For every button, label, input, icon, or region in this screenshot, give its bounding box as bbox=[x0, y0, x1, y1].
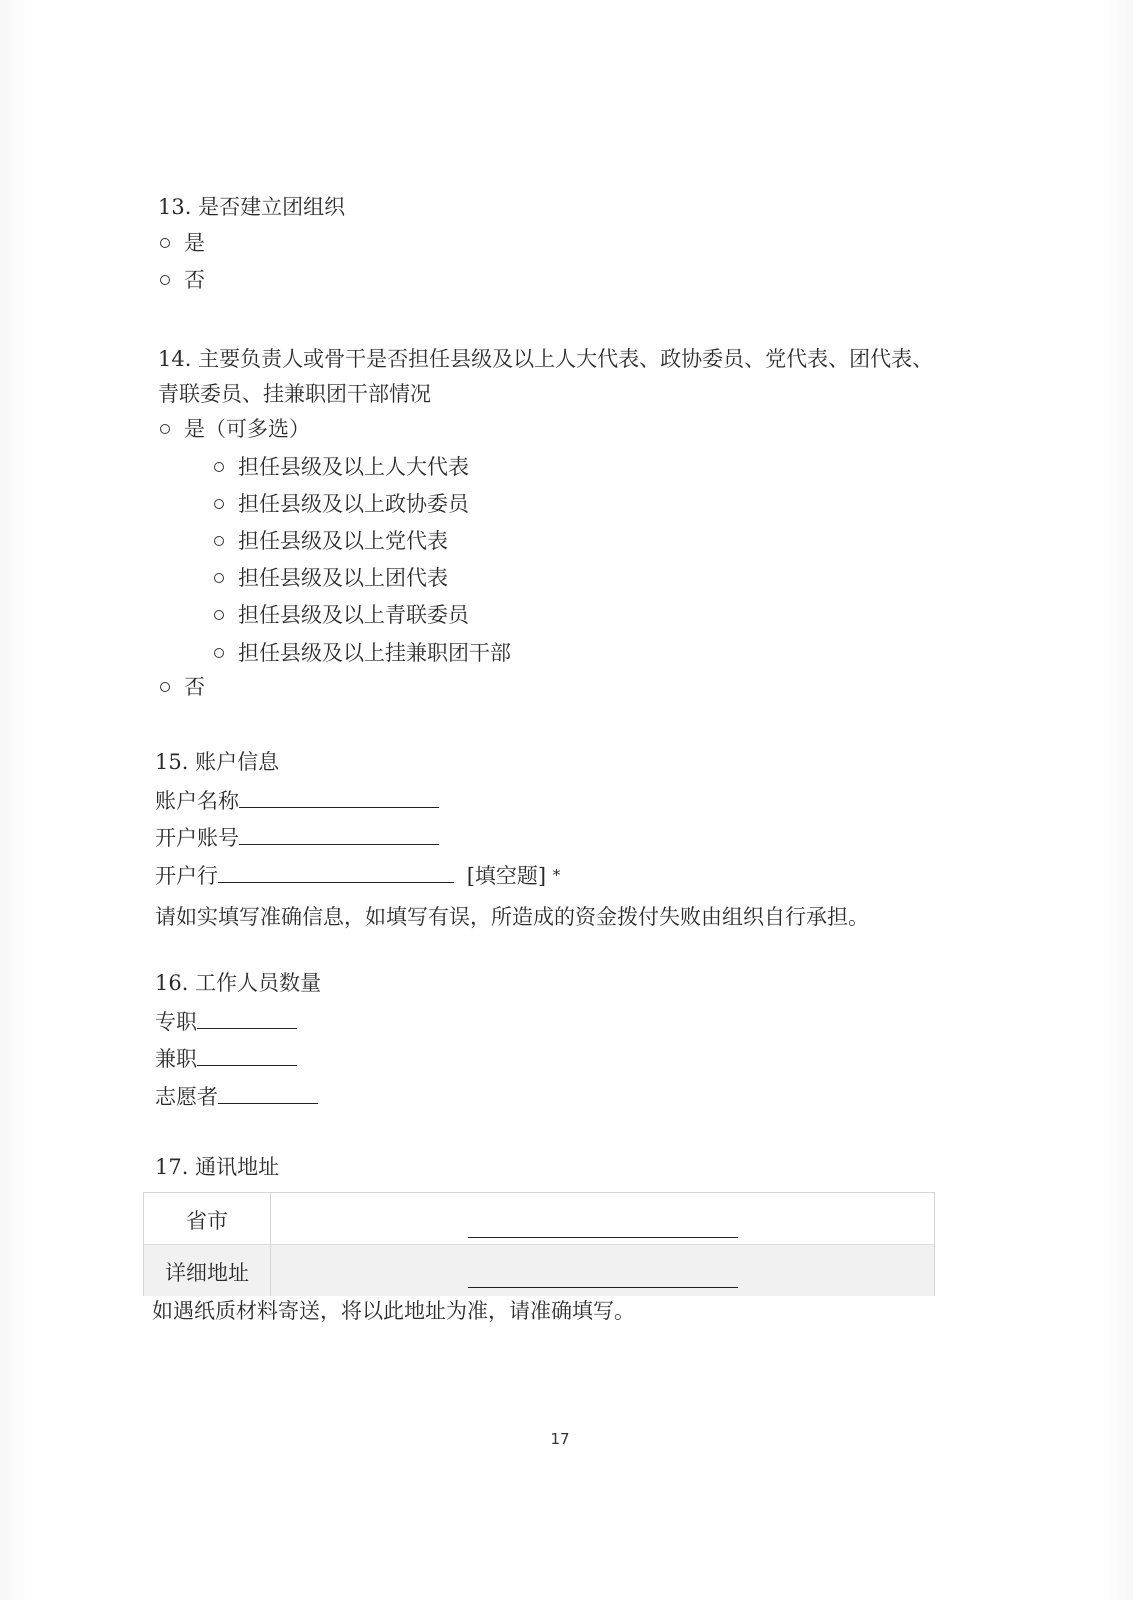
radio-circle-icon bbox=[160, 424, 170, 434]
detail-address-label: 详细地址 bbox=[144, 1245, 271, 1296]
address-row-detail bbox=[144, 1244, 934, 1296]
radio-circle-icon bbox=[160, 275, 170, 285]
radio-circle-icon bbox=[214, 499, 224, 509]
q14-sub-option-label: 担任县级及以上团代表 bbox=[238, 566, 448, 590]
q14-sub-option-cppcc[interactable] bbox=[214, 490, 469, 518]
field-type-tag: [填空题] bbox=[466, 864, 547, 888]
radio-circle-icon bbox=[214, 573, 224, 583]
volunteer-label: 志愿者 bbox=[155, 1085, 218, 1109]
bank-input[interactable] bbox=[218, 860, 454, 883]
page-number: 17 bbox=[550, 1430, 570, 1448]
radio-circle-icon bbox=[214, 536, 224, 546]
q15-note: 请如实填写准确信息，如填写有误，所造成的资金拨付失败由组织自行承担。 bbox=[155, 905, 869, 929]
account-name-input[interactable] bbox=[239, 785, 439, 808]
account-number-input[interactable] bbox=[239, 822, 439, 845]
parttime-row bbox=[155, 1043, 297, 1073]
q14-sub-option-label: 担任县级及以上党代表 bbox=[238, 529, 448, 553]
parttime-input[interactable] bbox=[197, 1043, 297, 1066]
q13-option-no[interactable] bbox=[160, 266, 205, 294]
q14-sub-option-league[interactable] bbox=[214, 564, 448, 592]
fulltime-label: 专职 bbox=[155, 1010, 197, 1034]
radio-circle-icon bbox=[214, 610, 224, 620]
account-number-row bbox=[155, 822, 439, 852]
required-mark: * bbox=[552, 866, 561, 884]
q14-sub-option-label: 担任县级及以上政协委员 bbox=[238, 492, 469, 516]
q14-sub-option-label: 担任县级及以上青联委员 bbox=[238, 603, 469, 627]
q17-title: 17. 通讯地址 bbox=[155, 1155, 280, 1179]
q14-sub-option-cadre[interactable] bbox=[214, 639, 511, 667]
account-name-label: 账户名称 bbox=[155, 789, 239, 813]
q14-option-yes[interactable] bbox=[160, 415, 310, 443]
fulltime-input[interactable] bbox=[197, 1006, 297, 1029]
address-table bbox=[143, 1192, 935, 1296]
q13-option-yes[interactable] bbox=[160, 229, 205, 257]
q14-sub-option-label: 担任县级及以上人大代表 bbox=[238, 455, 469, 479]
q14-sub-option-label: 担任县级及以上挂兼职团干部 bbox=[238, 641, 511, 665]
q14-sub-option-youth-federation[interactable] bbox=[214, 601, 469, 629]
account-name-row bbox=[155, 785, 439, 815]
q17-note: 如遇纸质材料寄送，将以此地址为准，请准确填写。 bbox=[152, 1299, 635, 1323]
province-city-label: 省市 bbox=[144, 1193, 271, 1244]
volunteer-input[interactable] bbox=[218, 1081, 318, 1104]
q15-title: 15. 账户信息 bbox=[155, 750, 280, 774]
province-city-input[interactable] bbox=[468, 1237, 738, 1238]
q14-option-yes-label: 是（可多选） bbox=[184, 417, 310, 441]
radio-circle-icon bbox=[160, 682, 170, 692]
address-row-province bbox=[144, 1193, 934, 1244]
bank-row bbox=[155, 860, 560, 892]
q14-title-line2: 青联委员、挂兼职团干部情况 bbox=[158, 382, 431, 406]
q13-option-yes-label: 是 bbox=[184, 231, 205, 255]
parttime-label: 兼职 bbox=[155, 1047, 197, 1071]
bank-label: 开户行 bbox=[155, 864, 218, 888]
fulltime-row bbox=[155, 1006, 297, 1036]
volunteer-row bbox=[155, 1081, 318, 1111]
radio-circle-icon bbox=[214, 462, 224, 472]
q13-title: 13. 是否建立团组织 bbox=[158, 195, 346, 219]
q13-option-no-label: 否 bbox=[184, 268, 205, 292]
q16-title: 16. 工作人员数量 bbox=[155, 971, 322, 995]
q14-option-no[interactable] bbox=[160, 673, 205, 701]
q14-option-no-label: 否 bbox=[184, 675, 205, 699]
radio-circle-icon bbox=[214, 648, 224, 658]
account-number-label: 开户账号 bbox=[155, 826, 239, 850]
q14-sub-option-party[interactable] bbox=[214, 527, 448, 555]
detail-address-input[interactable] bbox=[468, 1287, 738, 1288]
radio-circle-icon bbox=[160, 238, 170, 248]
q14-title-line1: 14. 主要负责人或骨干是否担任县级及以上人大代表、政协委员、党代表、团代表、 bbox=[158, 347, 934, 371]
q14-sub-option-npc[interactable] bbox=[214, 453, 469, 481]
